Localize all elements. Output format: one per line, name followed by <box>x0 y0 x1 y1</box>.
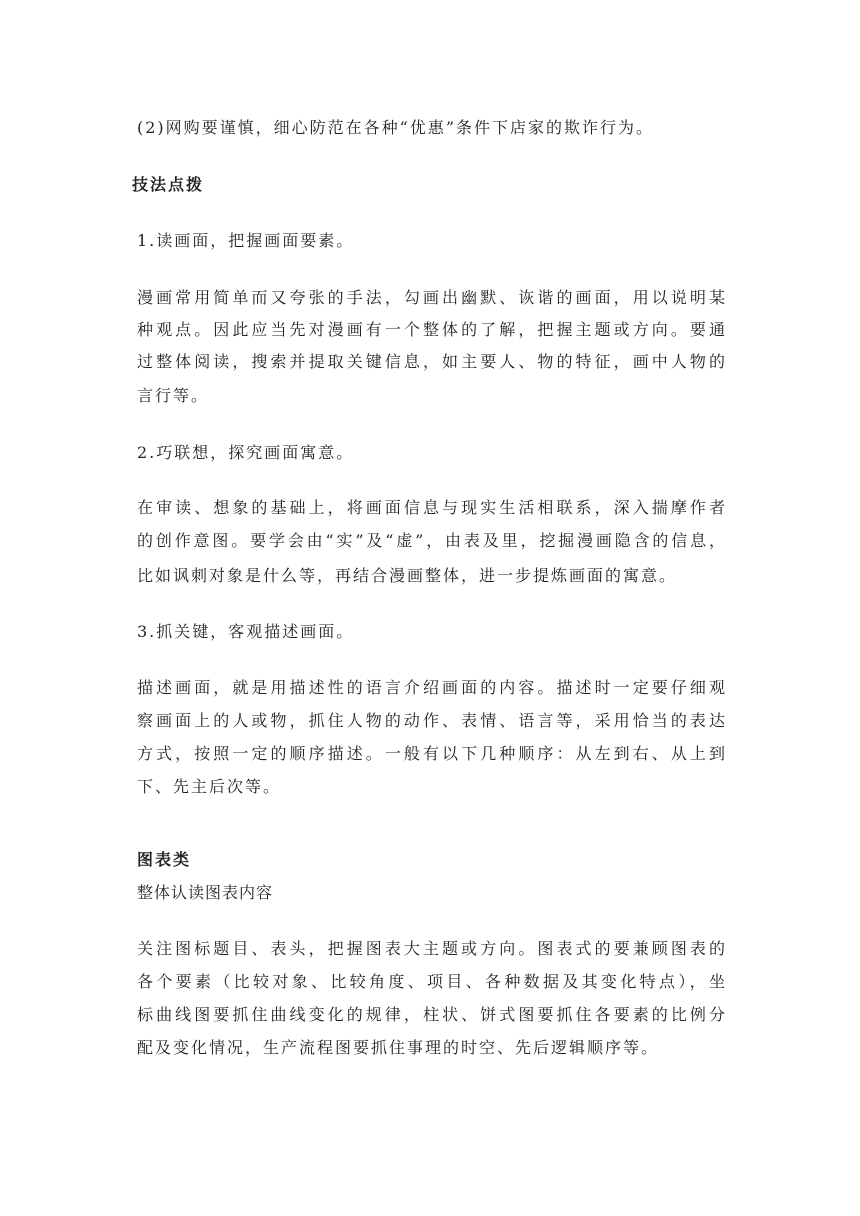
point-2-heading: 2.巧联想，探究画面寓意。 <box>137 443 355 462</box>
chart-section-line: 各个要素（比较对象、比较角度、项目、各种数据及其变化特点），坐 <box>137 972 727 991</box>
section-subtitle-chart: 整体认读图表内容 <box>137 883 274 902</box>
intro-line: (2)网购要谨慎，细心防范在各种“优惠”条件下店家的欺诈行为。 <box>137 118 655 137</box>
point-2-line: 在审读、想象的基础上，将画面信息与现实生活相联系，深入揣摩作者 <box>137 498 727 517</box>
point-3-line: 方式，按照一定的顺序描述。一般有以下几种顺序：从左到右、从上到 <box>137 744 727 763</box>
section-title-chart: 图表类 <box>137 850 192 869</box>
point-3-heading: 3.抓关键，客观描述画面。 <box>137 622 355 641</box>
chart-section-line: 标曲线图要抓住曲线变化的规律，柱状、饼式图要抓住各要素的比例分 <box>137 1005 727 1024</box>
chart-section-line: 关注图标题目、表头，把握图表大主题或方向。图表式的要兼顾图表的 <box>137 939 727 958</box>
point-3-line: 察画面上的人或物，抓住人物的动作、表情、语言等，采用恰当的表达 <box>137 711 727 730</box>
point-1-line: 过整体阅读，搜索并提取关键信息，如主要人、物的特征，画中人物的 <box>137 352 727 371</box>
section-title-technique: 技法点拨 <box>132 175 205 194</box>
point-2-line: 的创作意图。要学会由“实”及“虚”，由表及里，挖掘漫画隐含的信息， <box>137 531 727 550</box>
point-1-line: 种观点。因此应当先对漫画有一个整体的了解，把握主题或方向。要通 <box>137 320 727 339</box>
point-3-line: 描述画面，就是用描述性的语言介绍画面的内容。描述时一定要仔细观 <box>137 678 727 697</box>
chart-section-line: 配及变化情况，生产流程图要抓住事理的时空、先后逻辑顺序等。 <box>137 1038 660 1057</box>
point-1-heading: 1.读画面，把握画面要素。 <box>137 231 355 250</box>
point-2-line: 比如讽刺对象是什么等，再结合漫画整体，进一步提炼画面的寓意。 <box>137 566 678 585</box>
point-1-line: 漫画常用简单而又夸张的手法，勾画出幽默、诙谐的画面，用以说明某 <box>137 288 727 307</box>
point-3-line: 下、先主后次等。 <box>137 777 282 796</box>
point-1-line: 言行等。 <box>137 386 210 405</box>
